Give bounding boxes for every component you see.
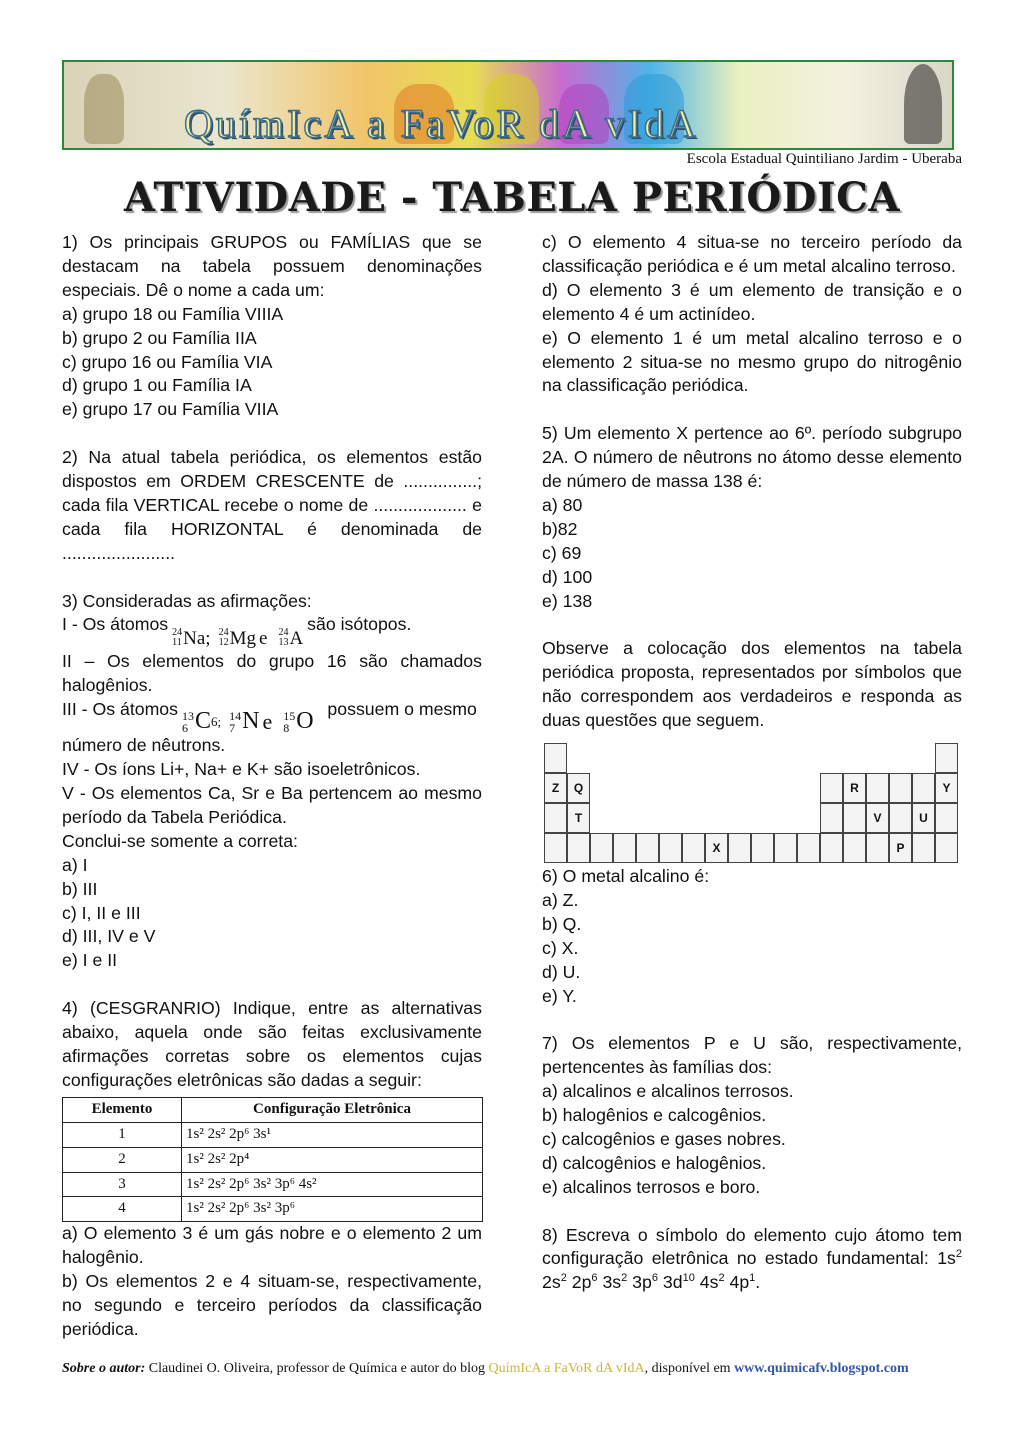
- q4-option: a) O elemento 3 é um gás nobre e o elemento 2 um halogênio.: [62, 1223, 482, 1268]
- periodic-cell: [544, 833, 567, 863]
- periodic-cell: [636, 833, 659, 863]
- periodic-cell: [935, 833, 958, 863]
- periodic-cell: [682, 833, 705, 863]
- periodic-cell-y: Y: [935, 773, 958, 803]
- q5-option: e) 138: [542, 590, 593, 611]
- periodic-cell: [935, 743, 958, 773]
- blog-name: QuímIcA a FaVoR dA vIdA: [488, 1361, 645, 1376]
- q5-option: d) 100: [542, 566, 593, 587]
- periodic-cell-t: T: [567, 803, 590, 833]
- configuration-table: [62, 1097, 483, 1223]
- q3-conclusion: Conclui-se somente a correta:: [62, 830, 298, 851]
- q3-option: a) I: [62, 854, 88, 875]
- nuclide-mg: 24 12 Mg e: [218, 627, 268, 649]
- periodic-cell: [889, 803, 912, 833]
- q2-stem: 2) Na atual tabela periódica, os elementos estão dispostos em ORDEM CRESCENTE de ...............; cada fila VERTICAL recebe o nome de ................... e cada fila HORIZONTAL é denominada de .......................: [62, 447, 482, 563]
- periodic-cell-x: X: [705, 833, 728, 863]
- q5-stem: 5) Um elemento X pertence ao 6º. período subgrupo 2A. O número de nêutrons no átomo desse elemento de número de massa 138 é:: [542, 423, 962, 492]
- q6-stem: 6) O metal alcalino é:: [542, 866, 710, 886]
- q1-stem: 1) Os principais GRUPOS ou FAMÍLIAS que se destacam na tabela possuem denominações especiais. Dê o nome a cada um:: [62, 232, 482, 300]
- q6-option: a) Z.: [542, 889, 579, 910]
- table-row: 1 1s² 2s² 2p⁶ 3s¹: [63, 1122, 483, 1147]
- periodic-cell: [728, 833, 751, 863]
- q3-statement-ii: II – Os elementos do grupo 16 são chamados halogênios.: [62, 651, 482, 696]
- q4-option: e) O elemento 1 é um metal alcalino terroso e o elemento 2 situa-se no mesmo grupo do nitrogênio na classificação periódica.: [542, 327, 962, 396]
- q4-stem: 4) (CESGRANRIO) Indique, entre as alternativas abaixo, aquela onde são feitas exclusivamente afirmações corretas sobre os elementos cujas configurações eletrônicas são dadas a seguir:: [62, 998, 482, 1090]
- q4-option: c) O elemento 4 situa-se no terceiro período da classificação periódica e é um metal alcalino terroso.: [542, 232, 962, 276]
- periodic-cell: [889, 773, 912, 803]
- periodic-cell-u: U: [912, 803, 935, 833]
- periodic-cell-r: R: [843, 773, 866, 803]
- q3-statement-iii: III - Os átomos 13 6 C 6; 14 7 N e 15 8 O possuem o mesmo número de nêutrons.: [62, 699, 477, 756]
- table-row: 2 1s² 2s² 2p⁴: [63, 1147, 483, 1172]
- q5-option: a) 80: [542, 494, 583, 515]
- periodic-cell: [774, 833, 797, 863]
- periodic-cell: [843, 803, 866, 833]
- periodic-cell: [544, 743, 567, 773]
- periodic-cell: [613, 833, 636, 863]
- nuclide-al: 24 13 A: [278, 627, 304, 649]
- q3-statement-v: V - Os elementos Ca, Sr e Ba pertencem ao mesmo período da Tabela Periódica.: [62, 783, 482, 827]
- periodic-cell: [843, 833, 866, 863]
- q3-option: c) I, II e III: [62, 902, 141, 923]
- periodic-cell: [912, 773, 935, 803]
- blog-link[interactable]: www.quimicafv.blogspot.com: [734, 1361, 909, 1376]
- school-name: Escola Estadual Quintiliano Jardim - Uberaba: [686, 151, 962, 167]
- q6-option: b) Q.: [542, 913, 582, 934]
- periodic-cell-z: Z: [544, 773, 567, 803]
- periodic-cell: [567, 833, 590, 863]
- q6-option: d) U.: [542, 961, 581, 982]
- periodic-cell: [912, 833, 935, 863]
- periodic-cell-p: P: [889, 833, 912, 863]
- q3-statement-iv: IV - Os íons Li+, Na+ e K+ são isoeletrônicos.: [62, 759, 421, 780]
- periodic-cell: [590, 833, 613, 863]
- nuclide-n: 14 7 N e: [229, 708, 273, 736]
- periodic-cell: [544, 803, 567, 833]
- page-title: ATIVIDADE - TABELA PERIÓDICA: [123, 174, 901, 221]
- left-column: [62, 231, 482, 1342]
- q3-option: b) III: [62, 878, 98, 899]
- periodic-cell: [659, 833, 682, 863]
- right-column: [542, 231, 962, 1295]
- table-header: Elemento: [63, 1097, 182, 1122]
- footer-label: Sobre o autor:: [62, 1361, 146, 1376]
- q4-option: b) Os elementos 2 e 4 situam-se, respectivamente, no segundo e terceiro períodos da classificação periódica.: [62, 1271, 482, 1339]
- q8-stem: 8) Escreva o símbolo do elemento cujo átomo tem configuração eletrônica no estado fundamental: $1s^2$ $2s^2$ $2p^6$ $3s^2$ $3p^6$ $3d^{10}$ $4s^2$ $4p^1$.: [542, 1224, 962, 1293]
- q4-option: d) O elemento 3 é um elemento de transição e o elemento 4 é um actinídeo.: [542, 279, 962, 324]
- periodic-cell-v: V: [866, 803, 889, 833]
- q3-option: d) III, IV e V: [62, 926, 156, 947]
- periodic-cell: [797, 833, 820, 863]
- q1-option: e) grupo 17 ou Família VIIA: [62, 399, 279, 420]
- periodic-table-diagram: [544, 741, 958, 863]
- nuclide-na: 24 11 Na;: [172, 627, 211, 649]
- periodic-cell: [820, 833, 843, 863]
- q3-option: e) I e II: [62, 950, 118, 971]
- q7-option: d) calcogênios e halogênios.: [542, 1152, 767, 1173]
- q1-option: b) grupo 2 ou Família IIA: [62, 327, 257, 348]
- q7-option: c) calcogênios e gases nobres.: [542, 1128, 786, 1149]
- q6-option: c) X.: [542, 937, 579, 958]
- periodic-cell: [820, 803, 843, 833]
- banner-title: QuímIcA a FaVoR dA vIdA: [184, 101, 699, 146]
- periodic-cell: [751, 833, 774, 863]
- periodic-cell: [820, 773, 843, 803]
- observe-text: Observe a colocação dos elementos na tabela periódica proposta, representados por símbolos que não correspondem aos verdadeiros e responda as duas questões que seguem.: [542, 638, 962, 731]
- header-banner: [62, 60, 954, 150]
- q7-option: b) halogênios e calcogênios.: [542, 1105, 767, 1126]
- footer: Sobre o autor: Claudinei O. Oliveira, professor de Química e autor do blog QuímIcA a FaVoR dA vIdA, disponível em www.quimicafv.blogspot.com: [62, 1361, 909, 1376]
- q3-statement-i: I - Os átomos 24 11 Na; 24 12 Mg e 24 13 A são isótopos.: [62, 614, 412, 649]
- periodic-cell-q: Q: [567, 773, 590, 803]
- periodic-cell: [866, 833, 889, 863]
- q5-option: c) 69: [542, 542, 582, 563]
- q7-stem: 7) Os elementos P e U são, respectivamente, pertencentes às famílias dos:: [542, 1033, 962, 1078]
- nuclide-o: 15 8 O: [283, 708, 314, 736]
- nuclide-c: 13 6 C 6;: [181, 708, 222, 736]
- q7-option: a) alcalinos e alcalinos terrosos.: [542, 1081, 794, 1102]
- q5-option: b)82: [542, 518, 578, 539]
- q3-stem: 3) Consideradas as afirmações:: [62, 590, 312, 611]
- table-row: 3 1s² 2s² 2p⁶ 3s² 3p⁶ 4s²: [63, 1172, 483, 1197]
- periodic-cell: [866, 773, 889, 803]
- q1-option: d) grupo 1 ou Família IA: [62, 375, 252, 396]
- lab-glassware-icon: [84, 74, 124, 144]
- q7-option: e) alcalinos terrosos e boro.: [542, 1176, 761, 1197]
- periodic-cell: [935, 803, 958, 833]
- q6-option: e) Y.: [542, 985, 577, 1006]
- q1-option: a) grupo 18 ou Família VIIIA: [62, 303, 284, 324]
- silhouette-icon: [904, 64, 942, 144]
- table-header: Configuração Eletrônica: [182, 1097, 483, 1122]
- table-row: 4 1s² 2s² 2p⁶ 3s² 3p⁶: [63, 1197, 483, 1222]
- q1-option: c) grupo 16 ou Família VIA: [62, 351, 273, 372]
